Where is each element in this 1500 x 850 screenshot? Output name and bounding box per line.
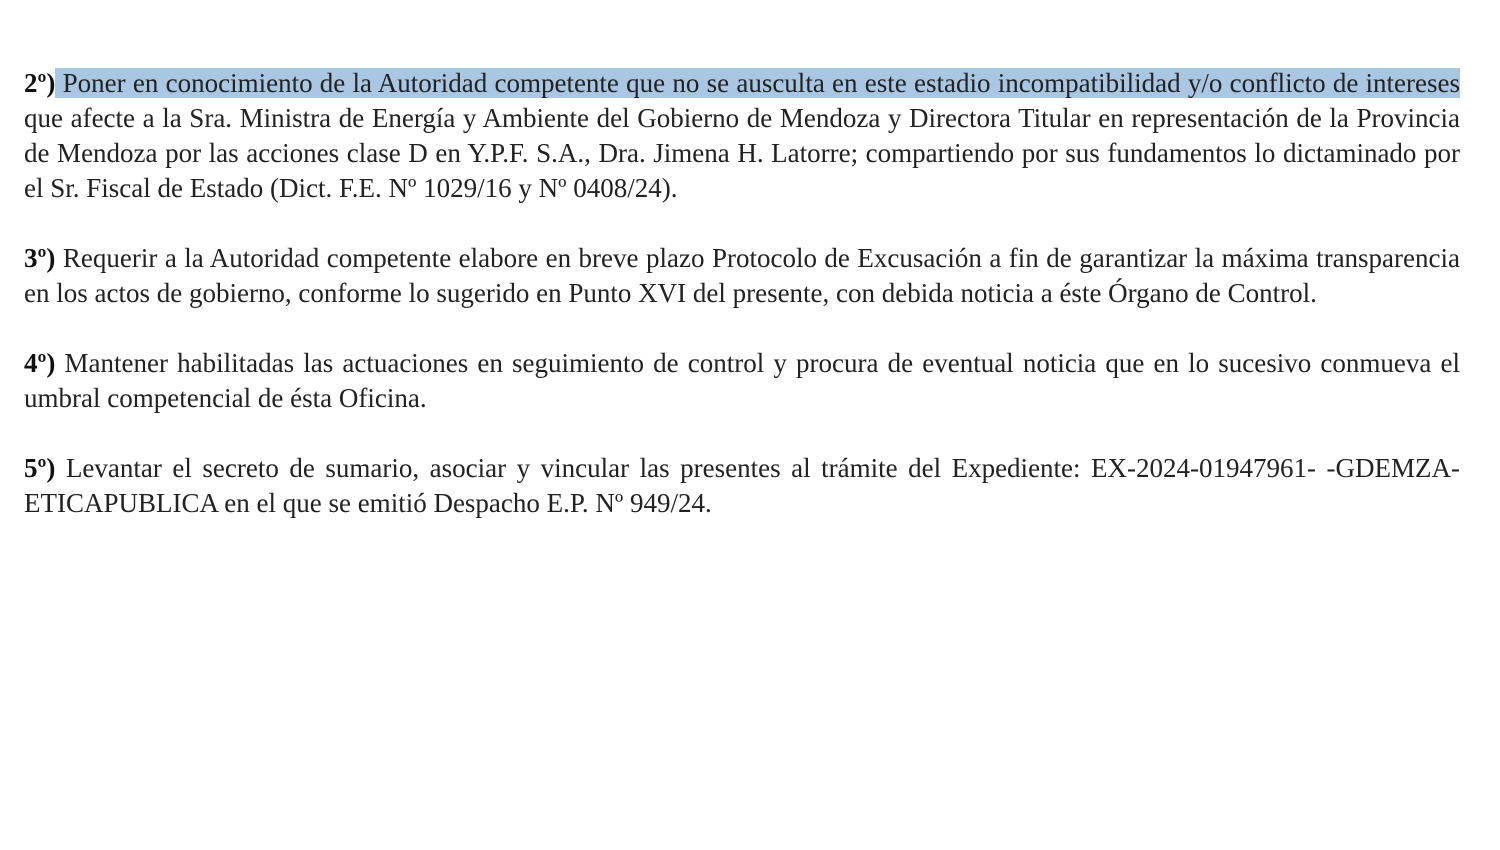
- paragraph-number: 2º): [24, 68, 56, 98]
- paragraph-text: Requerir a la Autoridad competente elabore en breve plazo Protocolo de Excusación a fin de garantizar la máxima transparencia en los actos de gobierno, conforme lo sugerido en Punto XVI del presente, con debida noticia a éste Órgano de Control.: [24, 243, 1460, 308]
- paragraph-number: 3º): [24, 243, 56, 273]
- selected-text[interactable]: Poner en conocimiento de la Autoridad competente que no se ausculta en este estadio incompatibilidad y/o conflicto de intereses: [55, 68, 1460, 98]
- paragraph-2: [24, 66, 1460, 206]
- paragraph-text: Mantener habilitadas las actuaciones en seguimiento de control y procura de eventual noticia que en lo sucesivo conmueva el umbral competencial de ésta Oficina.: [24, 348, 1460, 413]
- paragraph-number: 5º): [24, 453, 56, 483]
- paragraph-3: [24, 241, 1460, 311]
- paragraph-text: Levantar el secreto de sumario, asociar y vincular las presentes al trámite del Expediente: EX-2024-01947961- -GDEMZA-ETICAPUBLICA en el que se emitió Despacho E.P. Nº 949/24.: [24, 453, 1461, 518]
- paragraph-text: que afecte a la Sra. Ministra de Energía y Ambiente del Gobierno de Mendoza y Directora Titular en representación de la Provincia de Mendoza por las acciones clase D en Y.P.F. S.A., Dra. Jimena H. Latorre; compartiendo por sus fundamentos lo dictaminado por el Sr. Fiscal de Estado (Dict. F.E. Nº 1029/16 y Nº 0408/24).: [24, 103, 1460, 203]
- paragraph-5: [24, 451, 1460, 521]
- paragraph-4: [24, 346, 1460, 416]
- paragraph-number: 4º): [24, 348, 56, 378]
- document-body: [24, 66, 1460, 521]
